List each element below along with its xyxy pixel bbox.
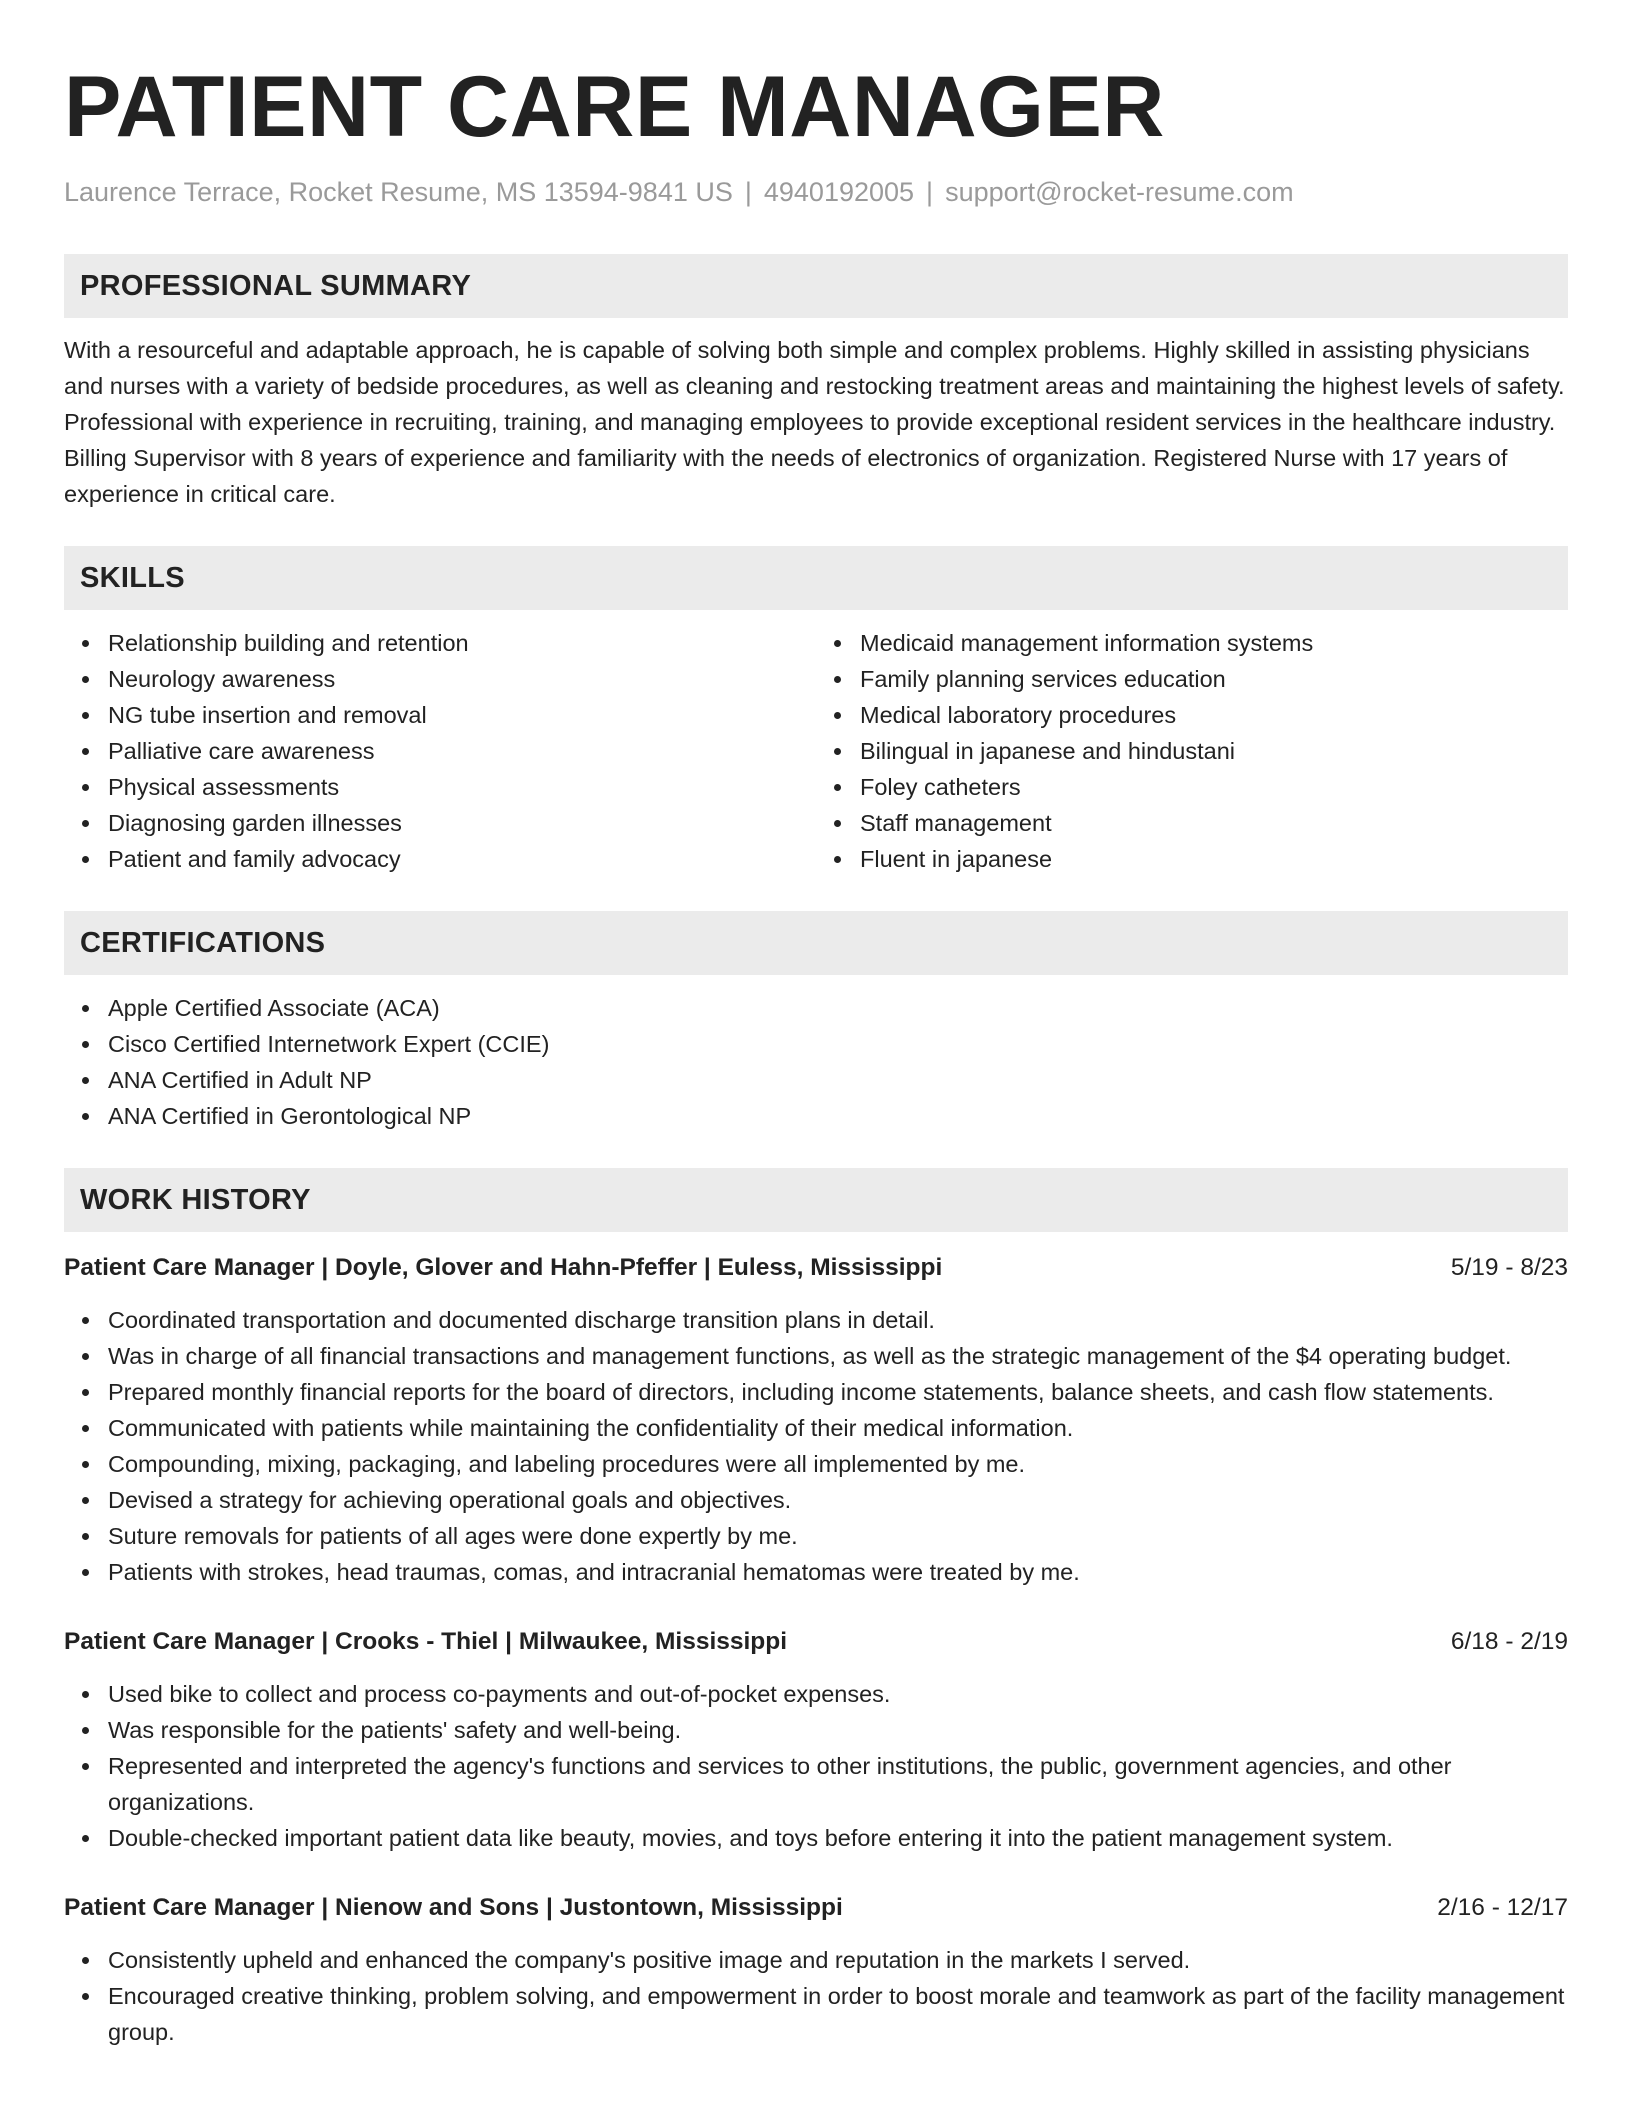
skill-item: Physical assessments <box>108 769 816 805</box>
section-header-work-history: WORK HISTORY <box>64 1168 1568 1232</box>
job-bullet: Encouraged creative thinking, problem solving, and empowerment in order to boost morale and teamwork as part of the facility management group. <box>108 1978 1568 2050</box>
contact-phone: 4940192005 <box>763 177 915 207</box>
job-dates: 2/16 - 12/17 <box>1437 1894 1568 1922</box>
skill-item: Foley catheters <box>860 769 1568 805</box>
certification-item: ANA Certified in Gerontological NP <box>108 1098 1568 1134</box>
section-header-summary: PROFESSIONAL SUMMARY <box>64 254 1568 318</box>
skill-item: NG tube insertion and removal <box>108 697 816 733</box>
skills-list-right <box>816 625 1568 877</box>
certification-item: Cisco Certified Internetwork Expert (CCIE) <box>108 1026 1568 1062</box>
job-heading-row <box>64 1890 1568 1926</box>
contact-line <box>64 176 1568 208</box>
certification-item: ANA Certified in Adult NP <box>108 1062 1568 1098</box>
certifications-list <box>64 990 1568 1134</box>
job-bullets <box>64 1942 1568 2050</box>
job-dates: 6/18 - 2/19 <box>1450 1628 1568 1656</box>
section-header-skills: SKILLS <box>64 546 1568 610</box>
job-bullets <box>64 1676 1568 1856</box>
resume-title: PATIENT CARE MANAGER <box>64 59 1165 155</box>
job-bullet: Represented and interpreted the agency's functions and services to other institutions, the public, government agencies, and other organizations. <box>108 1748 1568 1820</box>
summary-text: With a resourceful and adaptable approach, he is capable of solving both simple and complex problems. Highly skilled in assisting physicians and nurses with a variety of bedside procedures, as well as cleaning and restocking treatment areas and maintaining the highest levels of safety. Professional with experience in recruiting, training, and managing employees to provide exceptional resident services in the healthcare industry. Billing Supervisor with 8 years of experience and familiarity with the needs of electronics of organization. Registered Nurse with 17 years of experience in critical care. <box>64 337 1565 508</box>
job-bullet: Double-checked important patient data like beauty, movies, and toys before entering it into the patient management system. <box>108 1820 1568 1856</box>
job-dates: 5/19 - 8/23 <box>1450 1254 1568 1282</box>
job-bullet: Was responsible for the patients' safety and well-being. <box>108 1712 1568 1748</box>
job-bullet: Was in charge of all financial transactions and management functions, as well as the strategic management of the $4 operating budget. <box>108 1338 1568 1374</box>
job-bullet: Patients with strokes, head traumas, comas, and intracranial hematomas were treated by me. <box>108 1554 1568 1590</box>
job-bullet: Suture removals for patients of all ages were done expertly by me. <box>108 1518 1568 1554</box>
job-title: Patient Care Manager | Nienow and Sons | Justontown, Mississippi <box>64 1894 843 1922</box>
job-heading-row <box>64 1624 1568 1660</box>
job-bullet: Prepared monthly financial reports for the board of directors, including income statements, balance sheets, and cash flow statements. <box>108 1374 1568 1410</box>
contact-separator: | <box>744 177 752 207</box>
skill-item: Diagnosing garden illnesses <box>108 805 816 841</box>
skill-item: Palliative care awareness <box>108 733 816 769</box>
certification-item: Apple Certified Associate (ACA) <box>108 990 1568 1026</box>
job-entry <box>64 1624 1568 1856</box>
skill-item: Neurology awareness <box>108 661 816 697</box>
skill-item: Patient and family advocacy <box>108 841 816 877</box>
skill-item: Bilingual in japanese and hindustani <box>860 733 1568 769</box>
skill-item: Medical laboratory procedures <box>860 697 1568 733</box>
contact-email: support@rocket-resume.com <box>945 177 1294 207</box>
job-title: Patient Care Manager | Crooks - Thiel | Milwaukee, Mississippi <box>64 1628 788 1656</box>
job-bullet: Communicated with patients while maintaining the confidentiality of their medical information. <box>108 1410 1568 1446</box>
skill-item: Medicaid management information systems <box>860 625 1568 661</box>
skill-item: Family planning services education <box>860 661 1568 697</box>
job-bullet: Used bike to collect and process co-payments and out-of-pocket expenses. <box>108 1676 1568 1712</box>
skill-item: Relationship building and retention <box>108 625 816 661</box>
job-heading-row <box>64 1250 1568 1286</box>
contact-separator: | <box>926 177 934 207</box>
section-header-certifications: CERTIFICATIONS <box>64 911 1568 975</box>
contact-address: Laurence Terrace, Rocket Resume, MS 13594-9841 US <box>64 177 733 207</box>
job-bullets <box>64 1302 1568 1590</box>
skills-columns <box>64 625 1568 877</box>
job-bullet: Coordinated transportation and documented discharge transition plans in detail. <box>108 1302 1568 1338</box>
skill-item: Staff management <box>860 805 1568 841</box>
job-bullet: Compounding, mixing, packaging, and labeling procedures were all implemented by me. <box>108 1446 1568 1482</box>
skills-list-left <box>64 625 816 877</box>
job-entry <box>64 1250 1568 1590</box>
skill-item: Fluent in japanese <box>860 841 1568 877</box>
job-bullet: Consistently upheld and enhanced the company's positive image and reputation in the markets I served. <box>108 1942 1568 1978</box>
job-entry <box>64 1890 1568 2050</box>
job-title: Patient Care Manager | Doyle, Glover and Hahn-Pfeffer | Euless, Mississippi <box>64 1254 943 1282</box>
job-bullet: Devised a strategy for achieving operational goals and objectives. <box>108 1482 1568 1518</box>
